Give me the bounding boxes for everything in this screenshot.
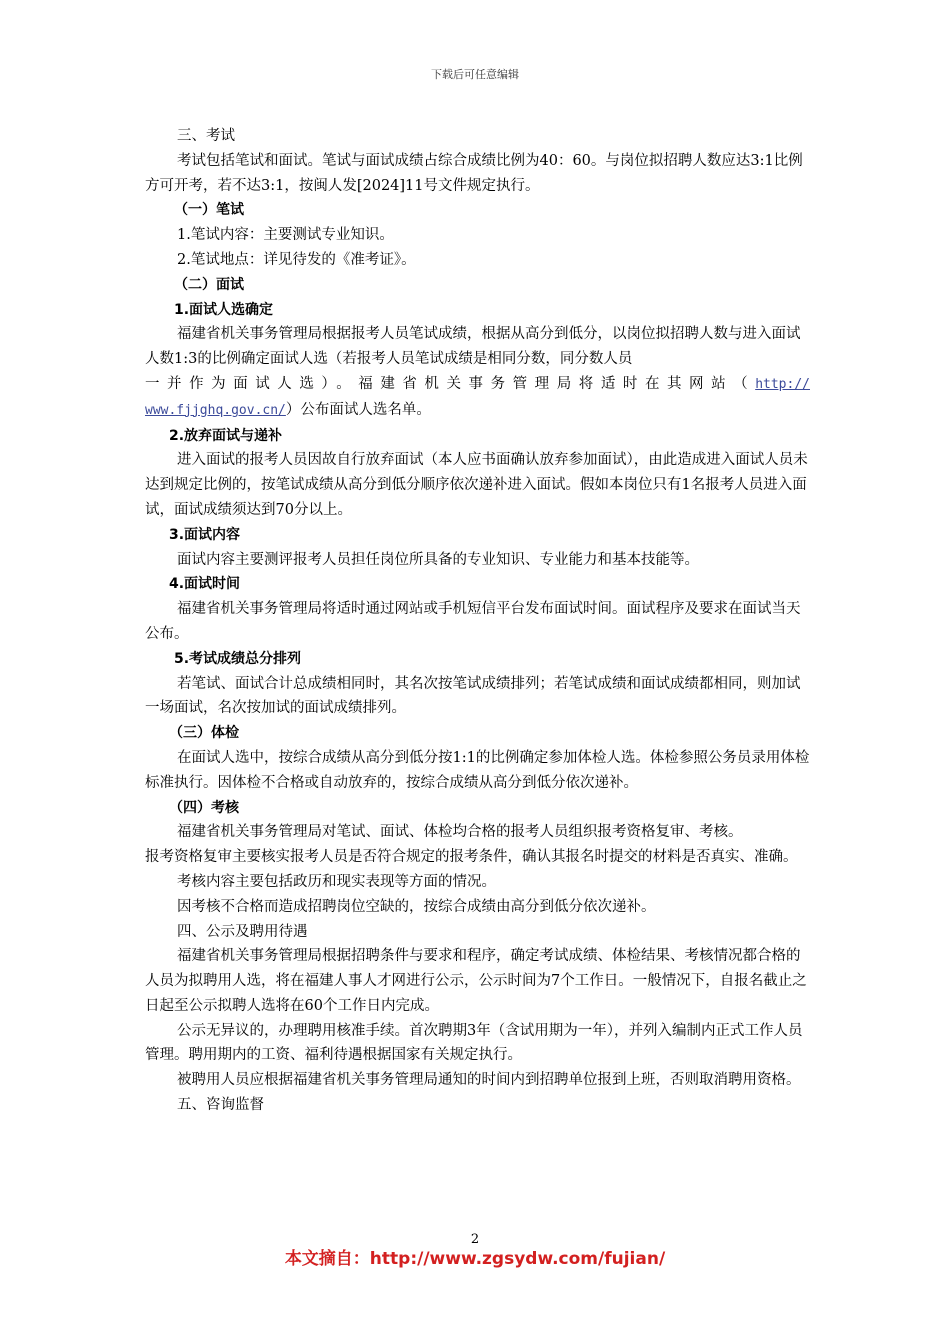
page-number: 2: [470, 1232, 480, 1247]
written-exam-item-2: 2.笔试地点：详见待发的《准考证》。: [177, 251, 416, 268]
website-link-part-2[interactable]: www.fjjghq.gov.cn/: [145, 402, 286, 418]
written-exam-title: （一）笔试: [174, 202, 244, 219]
interview-title: （二）面试: [174, 276, 244, 293]
interview-3-text: 面试内容主要测评报考人员担任岗位所具备的专业知识、专业能力和基本技能等。: [177, 551, 699, 568]
document-body: [145, 124, 810, 1118]
assessment-text-4: 因考核不合格而造成招聘岗位空缺的，按综合成绩由高分到低分依次递补。: [177, 898, 656, 915]
interview-5-text: 若笔试、面试合计总成绩相同时，其名次按笔试成绩排列；若笔试成绩和面试成绩都相同，则加试一场面试，名次按加试的面试成绩排列。: [145, 675, 801, 717]
interview-1-text-c: [145, 398, 810, 424]
section-3-title: 三、考试: [177, 128, 235, 144]
section-4-text-1: 福建省机关事务管理局根据招聘条件与要求和程序，确定考试成绩、体检结果、考核情况都合格的人员为拟聘用人选，将在福建人事人才网进行公示，公示时间为7个工作日。一般情况下，自报名截止之日起至公示拟聘人选将在60个工作日内完成。: [145, 948, 807, 1014]
section-3-intro: 考试包括笔试和面试。笔试与面试成绩占综合成绩比例为40：60。与岗位拟招聘人数应达3:1比例方可开考，若不达3:1，按闽人发[2024]11号文件规定执行。: [145, 152, 803, 194]
assessment-text-1: 福建省机关事务管理局对笔试、面试、体检均合格的报考人员组织报考资格复审、考核。: [177, 824, 743, 841]
assessment-text-3: 考核内容主要包括政历和现实表现等方面的情况。: [177, 873, 496, 890]
interview-1-text-b: [145, 372, 810, 398]
interview-2-text: 进入面试的报考人员因故自行放弃面试（本人应书面确认放弃参加面试），由此造成进入面试人员未达到规定比例的，按笔试成绩从高分到低分顺序依次递补进入面试。假如本岗位只有1名报考人员进入面试，面试成绩须达到70分以上。: [145, 452, 808, 518]
written-exam-item-1: 1.笔试内容：主要测试专业知识。: [177, 227, 394, 244]
assessment-text-2: 报考资格复审主要核实报考人员是否符合规定的报考条件，确认其报名时提交的材料是否真实、准确。: [145, 849, 798, 866]
section-5-title: 五、咨询监督: [177, 1097, 264, 1114]
interview-4-text: 福建省机关事务管理局将适时通过网站或手机短信平台发布面试时间。面试程序及要求在面试当天公布。: [145, 601, 801, 642]
interview-1-text-c-span: ）公布面试人选名单。: [285, 401, 431, 418]
section-4-text-3: 被聘用人员应根据福建省机关事务管理局通知的时间内到招聘单位报到上班，否则取消聘用资格。: [177, 1072, 801, 1089]
section-4-text-2: 公示无异议的，办理聘用核准手续。首次聘期3年（含试用期为一年），并列入编制内正式工作人员管理。聘用期内的工资、福利待遇根据国家有关规定执行。: [145, 1022, 803, 1064]
interview-2-title: 2.放弃面试与递补: [169, 427, 283, 444]
interview-4-title: 4.面试时间: [169, 576, 241, 593]
interview-3-title: 3.面试内容: [169, 526, 241, 543]
assessment-title: （四）考核: [169, 799, 239, 816]
section-4-title: 四、公示及聘用待遇: [177, 923, 308, 940]
physical-exam-title: （三）体检: [169, 725, 239, 742]
interview-1-text-a: 福建省机关事务管理局根据报考人员笔试成绩，根据从高分到低分，以岗位拟招聘人数与进入面试人数1:3的比例确定面试人选（若报考人员笔试成绩是相同分数，同分数人员: [145, 326, 801, 368]
physical-exam-text: 在面试人选中，按综合成绩从高分到低分按1:1的比例确定参加体检人选。体检参照公务员录用体检标准执行。因体检不合格或自动放弃的，按综合成绩从高分到低分依次递补。: [145, 749, 810, 791]
interview-1-title: 1.面试人选确定: [174, 301, 274, 318]
page-header: 下载后可任意编辑: [431, 68, 519, 81]
interview-1-text-b-span: 一并作为面试人选）。福建省机关事务管理局将适时在其网站（: [145, 375, 756, 392]
website-link-part-1[interactable]: http://: [755, 376, 810, 392]
source-footer: 本文摘自：http://www.zgsydw.com/fujian/: [284, 1249, 666, 1269]
interview-5-title: 5.考试成绩总分排列: [174, 650, 302, 667]
